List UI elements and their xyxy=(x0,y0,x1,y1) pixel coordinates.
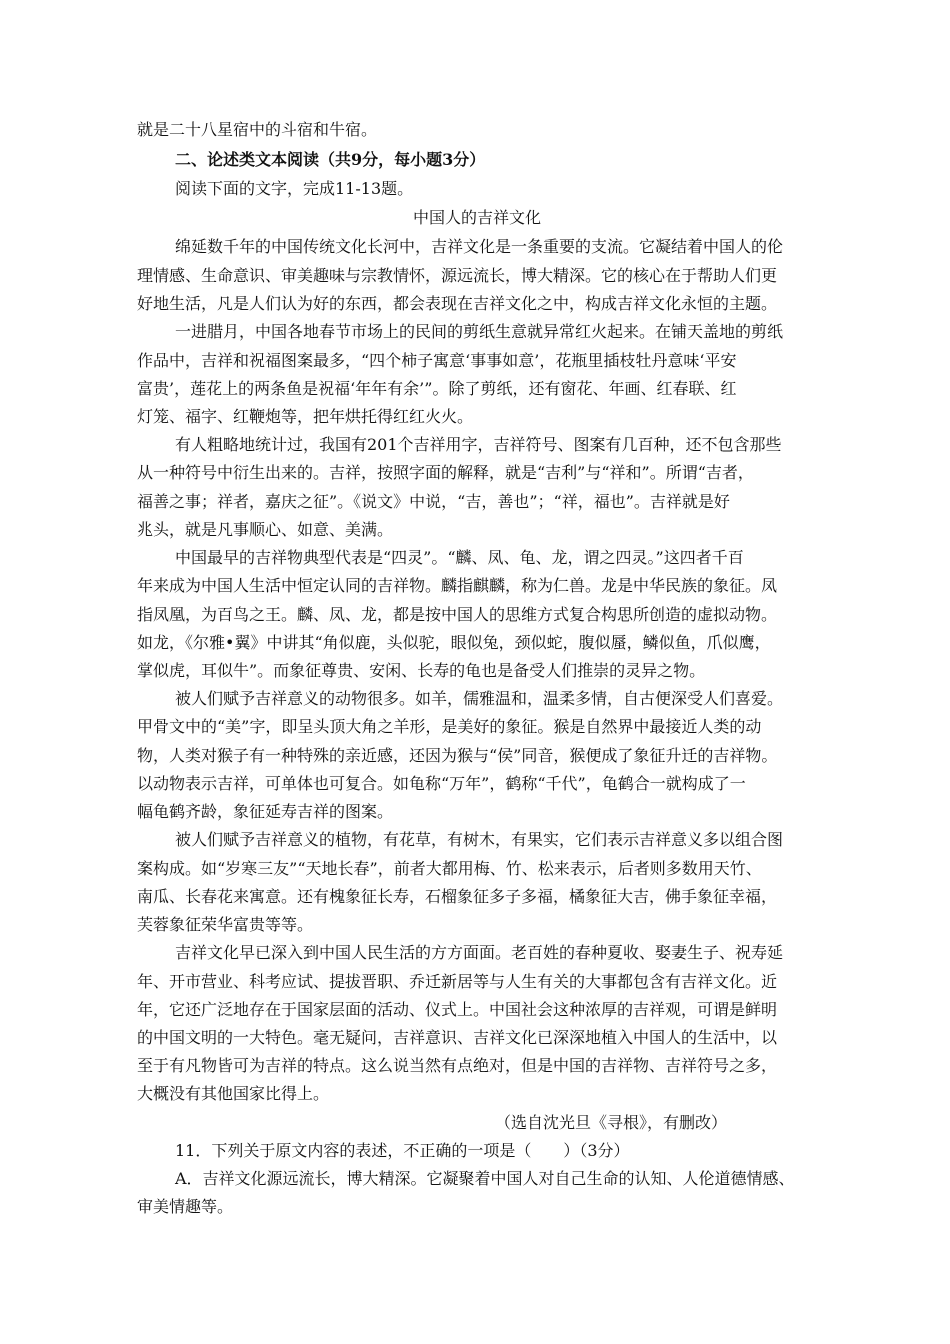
option-a-continued: 审美情趣等。 xyxy=(137,1197,234,1216)
text-line: 幅龟鹤齐龄，象征延寿吉祥的图案。 xyxy=(137,802,394,821)
text-line: 从一种符号中衍生出来的。吉祥，按照字面的解释，就是“吉利”与“祥和”。所谓“吉者， xyxy=(137,463,754,482)
text-line: 理情感、生命意识、审美趣味与宗教情怀，源远流长，博大精深。它的核心在于帮助人们更 xyxy=(137,266,778,285)
text-line: 年，它还广泛地存在于国家层面的活动、仪式上。中国社会这种浓厚的吉祥观，可谓是鲜明 xyxy=(137,1000,778,1019)
text-line: 物，人类对猴子有一种特殊的亲近感，还因为猴与“侯”同音，猴便成了象征升迁的吉祥物。 xyxy=(137,746,778,765)
text-line: 富贵’，莲花上的两条鱼是祝福‘年年有余’”。除了剪纸，还有窗花、年画、红春联、红 xyxy=(137,379,737,398)
text-line: 被人们赋予吉祥意义的植物，有花草，有树木，有果实，它们表示吉祥意义多以组合图 xyxy=(175,830,784,849)
text-line: 如龙，《尔雅•翼》中讲其“角似鹿，头似驼，眼似兔，颈似蛇，腹似蜃，鳞似鱼，爪似鹰， xyxy=(137,633,771,652)
text-line: 绵延数千年的中国传统文化长河中，吉祥文化是一条重要的支流。它凝结着中国人的伦 xyxy=(175,237,784,256)
text-line: 一进腊月，中国各地春节市场上的民间的剪纸生意就异常红火起来。在铺天盖地的剪纸 xyxy=(175,322,784,341)
text-line: 大概没有其他国家比得上。 xyxy=(137,1084,330,1103)
option-a: A．吉祥文化源远流长，博大精深。它凝聚着中国人对自己生命的认知、人伦道德情感、 xyxy=(175,1169,795,1188)
text-line: 灯笼、福字、红鞭炮等，把年烘托得红红火火。 xyxy=(137,407,474,426)
source-citation: （选自沈光旦《寻根》，有删改） xyxy=(495,1113,728,1132)
instruction-line: 阅读下面的文字，完成11-13题。 xyxy=(175,179,414,198)
article-title: 中国人的吉祥文化 xyxy=(412,208,541,227)
text-line: 至于有凡物皆可为吉祥的特点。这么说当然有点绝对，但是中国的吉祥物、吉祥符号之多， xyxy=(137,1056,778,1075)
text-line: 就是二十八星宿中的斗宿和牛宿。 xyxy=(137,120,378,139)
text-line: 被人们赋予吉祥意义的动物很多。如羊，儒雅温和，温柔多情，自古便深受人们喜爱。 xyxy=(175,689,784,708)
text-line: 吉祥文化早已深入到中国人民生活的方方面面。老百姓的春种夏收、娶妻生子、祝寿延 xyxy=(175,943,784,962)
text-line: 中国最早的吉祥物典型代表是“四灵”。“麟、凤、龟、龙，谓之四灵。”这四者千百 xyxy=(175,548,744,567)
text-line: 作品中，吉祥和祝福图案最多，“四个柿子寓意‘事事如意’，花瓶里插枝牡丹意味‘平安 xyxy=(137,351,737,370)
text-line: 芙蓉象征荣华富贵等等。 xyxy=(137,915,314,934)
text-line: 兆头，就是凡事顺心、如意、美满。 xyxy=(137,520,394,539)
text-line: 以动物表示吉祥，可单体也可复合。如龟称“万年”，鹤称“千代”，龟鹤合一就构成了一 xyxy=(137,774,746,793)
text-line: 好地生活，凡是人们认为好的东西，都会表现在吉祥文化之中，构成吉祥文化永恒的主题。 xyxy=(137,294,778,313)
text-line: 南瓜、长春花来寓意。还有槐象征长寿，石榴象征多子多福，橘象征大吉，佛手象征幸福， xyxy=(137,887,778,906)
text-line: 年来成为中国人生活中恒定认同的吉祥物。麟指麒麟，称为仁兽。龙是中华民族的象征。凤 xyxy=(137,576,778,595)
text-line: 福善之事；祥者，嘉庆之征”。《说文》中说，“吉，善也”；“祥，福也”。吉祥就是好 xyxy=(137,492,730,511)
text-line: 的中国文明的一大特色。毫无疑问，吉祥意识、吉祥文化已深深地植入中国人的生活中，以 xyxy=(137,1028,778,1047)
text-line: 案构成。如“岁寒三友”“天地长春”，前者大都用梅、竹、松来表示，后者则多数用天竹、 xyxy=(137,859,762,878)
section-heading: 二、论述类文本阅读（共9分，每小题3分） xyxy=(175,150,486,169)
text-line: 指凤凰，为百鸟之王。麟、凤、龙，都是按中国人的思维方式复合构思所创造的虚拟动物。 xyxy=(137,605,778,624)
question-11: 11．下列关于原文内容的表述，不正确的一项是（ ）（3分） xyxy=(175,1141,630,1160)
text-line: 年、开市营业、科考应试、提拔晋职、乔迁新居等与人生有关的大事都包含有吉祥文化。近 xyxy=(137,972,778,991)
text-line: 有人粗略地统计过，我国有201个吉祥用字，吉祥符号、图案有几百种，还不包含那些 xyxy=(175,435,782,454)
text-line: 掌似虎，耳似牛”。而象征尊贵、安闲、长寿的龟也是备受人们推崇的灵异之物。 xyxy=(137,661,706,680)
text-line: 甲骨文中的“美”字，即呈头顶大角之羊形，是美好的象征。猴是自然界中最接近人类的动 xyxy=(137,717,762,736)
